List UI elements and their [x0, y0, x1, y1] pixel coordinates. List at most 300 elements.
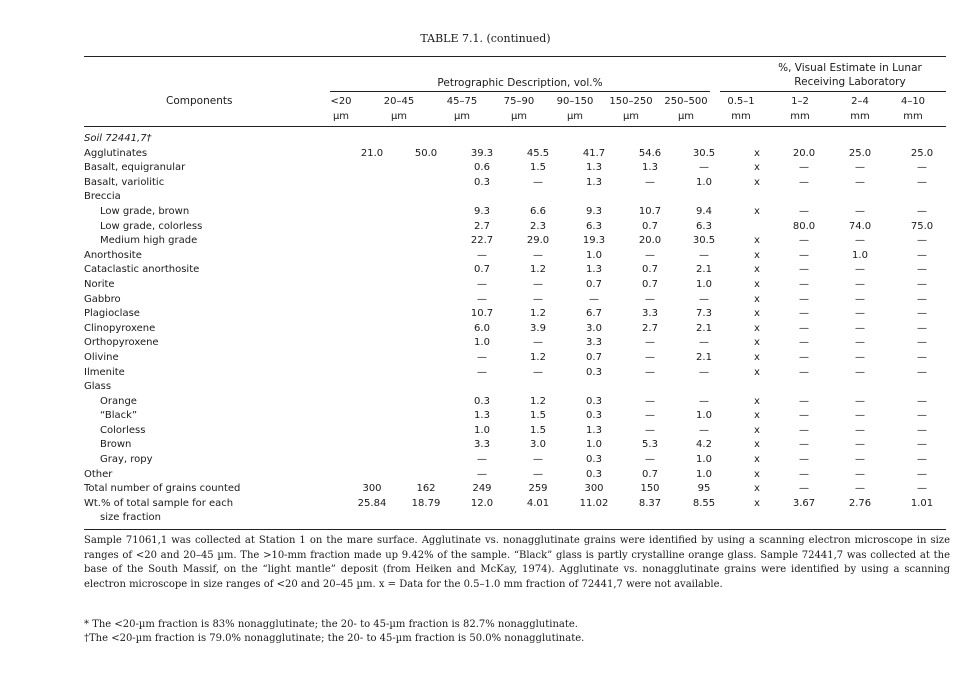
table-cell: 8.55 — [692, 497, 716, 509]
table-cell: 8.37 — [638, 497, 662, 509]
table-cell: 1.3 — [586, 176, 602, 188]
table-cell: 4.01 — [526, 497, 550, 509]
table-row — [84, 409, 948, 424]
table-cell — [622, 511, 678, 526]
table-cell: — — [855, 205, 865, 217]
table-cell — [824, 190, 896, 205]
table-cell: 0.7 — [642, 220, 658, 232]
table-cell: 50.0 — [414, 147, 438, 159]
table-cell — [454, 511, 510, 526]
table-cell — [824, 511, 896, 526]
table-cell — [398, 468, 454, 483]
column-unit: µm — [453, 111, 471, 122]
table-cell: — — [533, 293, 543, 305]
table-cell: — — [917, 235, 927, 247]
table-cell — [398, 190, 454, 205]
table-cell: x — [754, 147, 760, 159]
table-cell: 0.7 — [586, 351, 602, 363]
column-unit: µm — [622, 111, 640, 122]
table-cell: 39.3 — [470, 147, 494, 159]
column-range: 75–90 — [503, 96, 535, 107]
table-cell: 1.3 — [474, 410, 490, 422]
table-cell: 41.7 — [582, 147, 606, 159]
table-cell: 0.3 — [586, 395, 602, 407]
table-cell: x — [754, 264, 760, 276]
column-header — [661, 94, 711, 124]
table-cell: — — [533, 176, 543, 188]
table-cell: — — [799, 249, 809, 261]
table-cell — [784, 380, 824, 395]
table-cell: — — [799, 483, 809, 495]
table-cell: — — [799, 410, 809, 422]
table-cell: 74.0 — [848, 220, 872, 232]
table-cell — [730, 511, 784, 526]
column-header — [374, 94, 424, 124]
table-cell: 6.7 — [586, 308, 602, 320]
table-cell: — — [645, 395, 655, 407]
table-cell: 162 — [416, 483, 436, 495]
column-unit: mm — [790, 111, 810, 122]
components-header: Components — [166, 95, 233, 107]
column-header — [437, 94, 487, 124]
table-cell: 2.1 — [696, 322, 712, 334]
table-row — [84, 132, 948, 147]
table-cell: x — [754, 439, 760, 451]
table-cell: — — [917, 351, 927, 363]
column-range: 2–4 — [851, 96, 869, 107]
table-cell: x — [754, 424, 760, 436]
table-cell: 3.3 — [474, 439, 490, 451]
table-cell: 1.0 — [474, 337, 490, 349]
table-cell — [346, 424, 398, 439]
table-cell — [784, 511, 824, 526]
table-cell: — — [917, 176, 927, 188]
table-cell: — — [917, 249, 927, 261]
table-cell — [398, 511, 454, 526]
table-cell: — — [917, 439, 927, 451]
table-cell: — — [855, 322, 865, 334]
table-cell: — — [855, 483, 865, 495]
table-cell — [398, 380, 454, 395]
table-cell: x — [754, 205, 760, 217]
table-cell — [346, 176, 398, 191]
table-cell: x — [754, 162, 760, 174]
table-row — [84, 176, 948, 191]
table-cell: — — [533, 454, 543, 466]
table-row — [84, 468, 948, 483]
table-cell — [346, 351, 398, 366]
table-cell: x — [754, 395, 760, 407]
table-cell: — — [533, 278, 543, 290]
table-cell: — — [917, 162, 927, 174]
table-cell — [346, 511, 398, 526]
table-cell — [678, 190, 730, 205]
table-cell: — — [917, 322, 927, 334]
row-label: Wt.% of total sample for each — [84, 497, 234, 509]
table-cell: — — [477, 351, 487, 363]
row-label: Basalt, equigranular — [84, 162, 186, 174]
row-label: “Black” — [100, 410, 138, 422]
table-cell: 2.7 — [474, 220, 490, 232]
table-cell: 1.5 — [530, 410, 546, 422]
table-cell: — — [917, 366, 927, 378]
table-cell: — — [917, 424, 927, 436]
table-row — [84, 190, 948, 205]
table-cell: — — [645, 410, 655, 422]
table-cell: — — [855, 264, 865, 276]
table-cell: — — [917, 454, 927, 466]
column-range: 150–250 — [609, 96, 653, 107]
row-label: Agglutinates — [84, 147, 148, 159]
table-cell: — — [855, 468, 865, 480]
table-cell — [398, 263, 454, 278]
table-cell: — — [645, 366, 655, 378]
table-cell: x — [754, 249, 760, 261]
table-notes: Sample 71061,1 was collected at Station 1 on the mare surface. Agglutinate vs. nonagglutinate grains were identified by using a scanning electron microscope in size ranges of <20 and 20–45 µm. The >10-mm fraction made up 9.42% of the sample. “Black” glass is partly crystalline orange glass. Sample 72441,7 was collected at the base of the South Massif, on the “light mantle” deposit (from Heiken and McKay, 1974). Agglutinate vs. nonagglutinate grains were identified by using a scanning electron microscope in size ranges of <20 and 20–45 µm. x = Data for the 0.5–1.0 mm fraction of 72441,7 were not available. — [84, 535, 950, 590]
table-cell: 1.0 — [696, 410, 712, 422]
table-cell — [346, 293, 398, 308]
table-cell: 300 — [362, 483, 382, 495]
table-cell: 1.0 — [696, 278, 712, 290]
table-cell: 10.7 — [470, 308, 494, 320]
table-cell: 22.7 — [470, 235, 494, 247]
table-cell: 0.3 — [586, 366, 602, 378]
row-label: Brown — [100, 439, 132, 451]
column-header — [550, 94, 600, 124]
row-label: Orange — [100, 395, 137, 407]
column-range: 90–150 — [556, 96, 594, 107]
row-label: Basalt, variolitic — [84, 176, 165, 188]
row-label: size fraction — [100, 512, 161, 524]
table-cell: 0.7 — [642, 278, 658, 290]
table-cell: — — [699, 395, 709, 407]
table-row — [84, 453, 948, 468]
table-cell: 1.2 — [530, 351, 546, 363]
visual-estimate-header-line2: Receiving Laboratory — [794, 76, 906, 88]
table-cell: x — [754, 410, 760, 422]
table-cell — [622, 190, 678, 205]
table-cell: 5.3 — [642, 439, 658, 451]
header-rule — [84, 126, 946, 127]
petrographic-header: Petrographic Description, vol.% — [437, 77, 603, 89]
table-cell: 4.2 — [696, 439, 712, 451]
table-row — [84, 366, 948, 381]
table-cell: 3.3 — [586, 337, 602, 349]
table-cell: 30.5 — [692, 147, 716, 159]
column-header — [835, 94, 885, 124]
column-unit: mm — [903, 111, 923, 122]
table-cell: 2.1 — [696, 264, 712, 276]
table-row — [84, 307, 948, 322]
table-cell: — — [917, 264, 927, 276]
table-cell: 10.7 — [638, 205, 662, 217]
table-cell: — — [855, 176, 865, 188]
table-cell — [730, 380, 784, 395]
table-cell: 9.3 — [474, 205, 490, 217]
table-cell: — — [477, 366, 487, 378]
table-cell: — — [855, 439, 865, 451]
petrographic-underline — [330, 91, 710, 92]
table-cell: 11.02 — [579, 497, 609, 509]
table-cell — [896, 511, 948, 526]
table-cell: — — [799, 366, 809, 378]
table-cell: — — [917, 278, 927, 290]
table-cell — [454, 380, 510, 395]
table-cell: x — [754, 468, 760, 480]
table-cell: — — [645, 454, 655, 466]
table-cell: 7.3 — [696, 308, 712, 320]
column-header — [316, 94, 366, 124]
table-cell: x — [754, 337, 760, 349]
row-label: Cataclastic anorthosite — [84, 264, 200, 276]
column-unit: mm — [731, 111, 751, 122]
table-row — [84, 234, 948, 249]
table-body — [84, 132, 948, 526]
table-cell: 249 — [472, 483, 492, 495]
top-rule — [84, 56, 946, 57]
column-header — [775, 94, 825, 124]
table-cell: 259 — [528, 483, 548, 495]
table-cell — [398, 278, 454, 293]
table-cell — [346, 468, 398, 483]
table-cell — [510, 380, 566, 395]
row-label: Plagioclase — [84, 308, 140, 320]
table-cell — [346, 395, 398, 410]
table-cell — [896, 380, 948, 395]
table-cell — [346, 161, 398, 176]
table-cell: — — [645, 176, 655, 188]
table-cell: 1.0 — [696, 454, 712, 466]
table-cell: — — [799, 468, 809, 480]
table-cell: — — [645, 293, 655, 305]
table-cell — [346, 380, 398, 395]
table-row — [84, 380, 948, 395]
table-cell: 25.84 — [357, 497, 387, 509]
table-cell — [730, 190, 784, 205]
table-cell — [346, 220, 398, 235]
table-cell: — — [477, 249, 487, 261]
row-label: Norite — [84, 278, 115, 290]
table-cell — [398, 307, 454, 322]
table-cell: 0.6 — [474, 162, 490, 174]
footnote-star: * The <20-µm fraction is 83% nonagglutinate; the 20- to 45-µm fraction is 82.7% nonagglutinate. — [84, 619, 578, 630]
table-cell: 1.5 — [530, 162, 546, 174]
row-label: Ilmenite — [84, 366, 125, 378]
table-cell: — — [799, 308, 809, 320]
table-cell: 0.7 — [642, 264, 658, 276]
row-label: Other — [84, 468, 113, 480]
table-cell: — — [589, 293, 599, 305]
column-range: <20 — [330, 96, 352, 107]
table-cell: 2.3 — [530, 220, 546, 232]
table-cell: — — [699, 424, 709, 436]
table-cell: 1.3 — [586, 264, 602, 276]
table-cell: 0.7 — [474, 264, 490, 276]
table-cell — [346, 278, 398, 293]
table-cell — [398, 132, 454, 147]
table-cell: — — [855, 162, 865, 174]
table-cell: — — [917, 483, 927, 495]
table-cell: — — [855, 410, 865, 422]
table-cell: 3.3 — [642, 308, 658, 320]
table-cell: 1.0 — [474, 424, 490, 436]
row-label: Anorthosite — [84, 249, 142, 261]
table-cell: 80.0 — [792, 220, 816, 232]
table-cell: 1.3 — [586, 162, 602, 174]
table-row — [84, 322, 948, 337]
column-range: 1–2 — [791, 96, 809, 107]
table-cell: 3.67 — [792, 497, 816, 509]
row-label: Total number of grains counted — [84, 483, 241, 495]
table-cell — [896, 190, 948, 205]
table-cell — [824, 380, 896, 395]
row-label: Clinopyroxene — [84, 322, 156, 334]
row-label: Gabbro — [84, 293, 121, 305]
row-label: Low grade, brown — [100, 205, 190, 217]
table-cell: — — [855, 308, 865, 320]
table-cell: 95 — [697, 483, 711, 495]
table-cell: 1.2 — [530, 308, 546, 320]
table-cell: — — [699, 249, 709, 261]
table-cell: 150 — [640, 483, 660, 495]
table-cell: 9.3 — [586, 205, 602, 217]
table-cell: 1.5 — [530, 424, 546, 436]
table-row — [84, 263, 948, 278]
table-cell: — — [799, 278, 809, 290]
table-cell: — — [533, 337, 543, 349]
table-cell: x — [754, 235, 760, 247]
table-cell: — — [799, 264, 809, 276]
table-cell — [566, 380, 622, 395]
column-range: 45–75 — [446, 96, 478, 107]
column-range: 0.5–1 — [727, 96, 755, 107]
table-cell: — — [477, 468, 487, 480]
table-cell: x — [754, 293, 760, 305]
table-cell — [346, 322, 398, 337]
table-cell: 12.0 — [470, 497, 494, 509]
table-cell — [346, 132, 398, 147]
table-cell — [398, 220, 454, 235]
row-label: Gray, ropy — [100, 454, 153, 466]
table-cell: — — [855, 235, 865, 247]
table-cell: 0.7 — [642, 468, 658, 480]
column-header — [888, 94, 938, 124]
table-cell — [398, 424, 454, 439]
table-cell: 0.3 — [474, 176, 490, 188]
table-cell: 1.0 — [586, 439, 602, 451]
table-cell: — — [533, 249, 543, 261]
table-cell: — — [477, 293, 487, 305]
table-cell — [398, 205, 454, 220]
table-cell: 1.0 — [696, 468, 712, 480]
table-cell — [346, 190, 398, 205]
table-cell: 2.76 — [848, 497, 872, 509]
table-cell: — — [855, 366, 865, 378]
table-cell — [398, 293, 454, 308]
table-cell: 1.0 — [696, 176, 712, 188]
table-cell: — — [799, 162, 809, 174]
table-cell: 3.9 — [530, 322, 546, 334]
visual-estimate-underline — [720, 91, 946, 92]
table-cell: — — [799, 205, 809, 217]
table-cell: 20.0 — [792, 147, 816, 159]
table-cell: — — [799, 395, 809, 407]
table-cell: — — [917, 205, 927, 217]
table-cell — [730, 220, 784, 235]
table-cell: — — [855, 454, 865, 466]
table-cell: 1.2 — [530, 395, 546, 407]
table-cell — [346, 336, 398, 351]
table-row — [84, 424, 948, 439]
table-cell — [398, 322, 454, 337]
table-cell: — — [917, 395, 927, 407]
table-cell: 45.5 — [526, 147, 550, 159]
table-cell: 2.7 — [642, 322, 658, 334]
column-unit: µm — [677, 111, 695, 122]
table-cell: 0.3 — [586, 454, 602, 466]
table-cell — [622, 380, 678, 395]
table-cell: — — [855, 395, 865, 407]
table-cell: 30.5 — [692, 235, 716, 247]
table-cell: 1.0 — [586, 249, 602, 261]
table-cell: 6.0 — [474, 322, 490, 334]
table-cell: 0.7 — [586, 278, 602, 290]
table-cell: 6.3 — [586, 220, 602, 232]
table-cell — [622, 132, 678, 147]
table-cell — [346, 366, 398, 381]
table-cell — [346, 409, 398, 424]
column-header — [606, 94, 656, 124]
table-cell: — — [855, 293, 865, 305]
table-cell: 21.0 — [360, 147, 384, 159]
table-cell: x — [754, 278, 760, 290]
table-cell: — — [855, 424, 865, 436]
table-row — [84, 438, 948, 453]
table-cell — [784, 132, 824, 147]
table-cell — [398, 249, 454, 264]
column-range: 4–10 — [900, 96, 926, 107]
table-cell: — — [917, 410, 927, 422]
table-cell — [510, 132, 566, 147]
table-cell — [398, 438, 454, 453]
row-label: Medium high grade — [100, 235, 198, 247]
table-cell: — — [917, 468, 927, 480]
table-cell: — — [799, 176, 809, 188]
table-cell: 0.3 — [586, 410, 602, 422]
table-cell: — — [645, 249, 655, 261]
table-cell: 0.3 — [586, 468, 602, 480]
table-cell: 75.0 — [910, 220, 934, 232]
table-cell: 29.0 — [526, 235, 550, 247]
table-cell: 1.0 — [852, 249, 868, 261]
table-cell: 1.2 — [530, 264, 546, 276]
table-cell: — — [477, 454, 487, 466]
table-cell: 25.0 — [910, 147, 934, 159]
table-cell: — — [645, 424, 655, 436]
table-row — [84, 278, 948, 293]
table-cell: x — [754, 351, 760, 363]
table-cell: — — [799, 337, 809, 349]
table-cell — [896, 132, 948, 147]
table-row — [84, 511, 948, 526]
visual-estimate-header-line1: %, Visual Estimate in Lunar — [778, 62, 922, 74]
table-row — [84, 205, 948, 220]
table-cell — [510, 190, 566, 205]
table-cell: x — [754, 308, 760, 320]
row-label: Breccia — [84, 191, 121, 203]
column-unit: µm — [566, 111, 584, 122]
table-cell — [784, 190, 824, 205]
